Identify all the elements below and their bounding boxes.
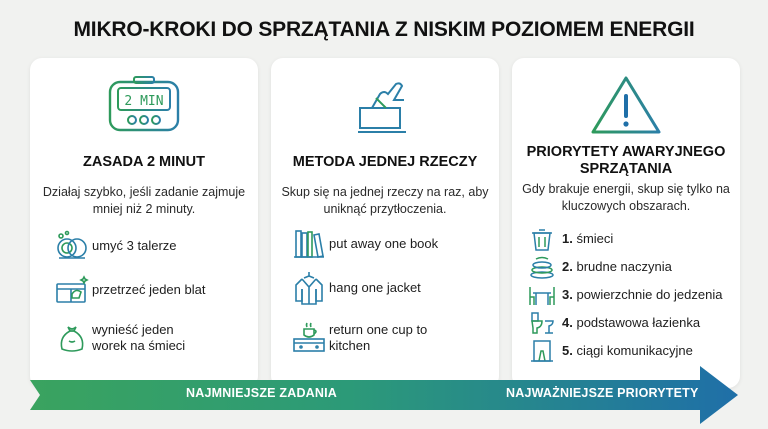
item-number: 5.: [562, 343, 573, 358]
card-one-thing-method: [271, 58, 499, 388]
item-number: 3.: [562, 287, 573, 302]
counter-wipe-icon: [52, 272, 92, 308]
item-number: 2.: [562, 259, 573, 274]
card-description: Działaj szybko, jeśli zadanie zajmuje mniej niż 2 minuty.: [42, 185, 246, 216]
list-item: [289, 320, 499, 356]
card-description: Gdy brakuje energii, skup się tylko na kluczowych obszarach.: [522, 182, 730, 213]
list-item: [52, 272, 258, 308]
jacket-icon: [289, 270, 329, 306]
cup-kitchen-icon: [289, 320, 329, 356]
item-number: 4.: [562, 315, 573, 330]
walkway-icon: [522, 333, 562, 369]
dishes-icon: [52, 228, 92, 264]
svg-text:2 MIN: 2 MIN: [124, 94, 164, 109]
hand-box-icon: [271, 74, 499, 136]
item-label: powierzchnie do jedzenia: [576, 287, 723, 302]
list-item: [289, 270, 499, 306]
card-heading: METODA JEDNEJ RZECZY: [292, 154, 478, 170]
books-icon: [289, 226, 329, 262]
item-label: wynieść jeden worek na śmieci: [92, 322, 186, 353]
item-label: hang one jacket: [329, 280, 421, 295]
item-label: brudne naczynia: [576, 259, 672, 274]
card-heading: PRIORYTETY AWARYJNEGO SPRZĄTANIA: [526, 144, 726, 177]
list-item: [522, 333, 740, 369]
arrow-right-label: NAJWAŻNIEJSZE PRIORYTETY: [506, 386, 699, 400]
card-heading: ZASADA 2 MINUT: [83, 154, 205, 170]
warning-icon: [512, 74, 740, 136]
item-label: ciągi komunikacyjne: [576, 343, 693, 358]
card-two-minute-rule: [30, 58, 258, 388]
page-title: MIKRO-KROKI DO SPRZĄTANIA Z NISKIM POZIOMEM ENERGII: [73, 18, 695, 41]
item-label: śmieci: [576, 231, 614, 246]
item-label: umyć 3 talerze: [92, 238, 177, 253]
item-label: put away one book: [329, 236, 439, 251]
item-number: 1.: [562, 231, 573, 246]
card-description: Skup się na jednej rzeczy na raz, aby uniknąć przytłoczenia.: [281, 185, 489, 216]
list-item: [52, 320, 258, 356]
list-item: [52, 228, 258, 264]
item-label: return one cup to kitchen: [329, 322, 428, 353]
timer-icon: [30, 74, 258, 136]
card-emergency-priorities: [512, 58, 740, 388]
item-label: podstawowa łazienka: [576, 315, 701, 330]
trash-bag-icon: [52, 320, 92, 356]
list-item: [289, 226, 499, 262]
arrow-left-label: NAJMNIEJSZE ZADANIA: [186, 386, 338, 400]
item-label: przetrzeć jeden blat: [92, 282, 206, 297]
